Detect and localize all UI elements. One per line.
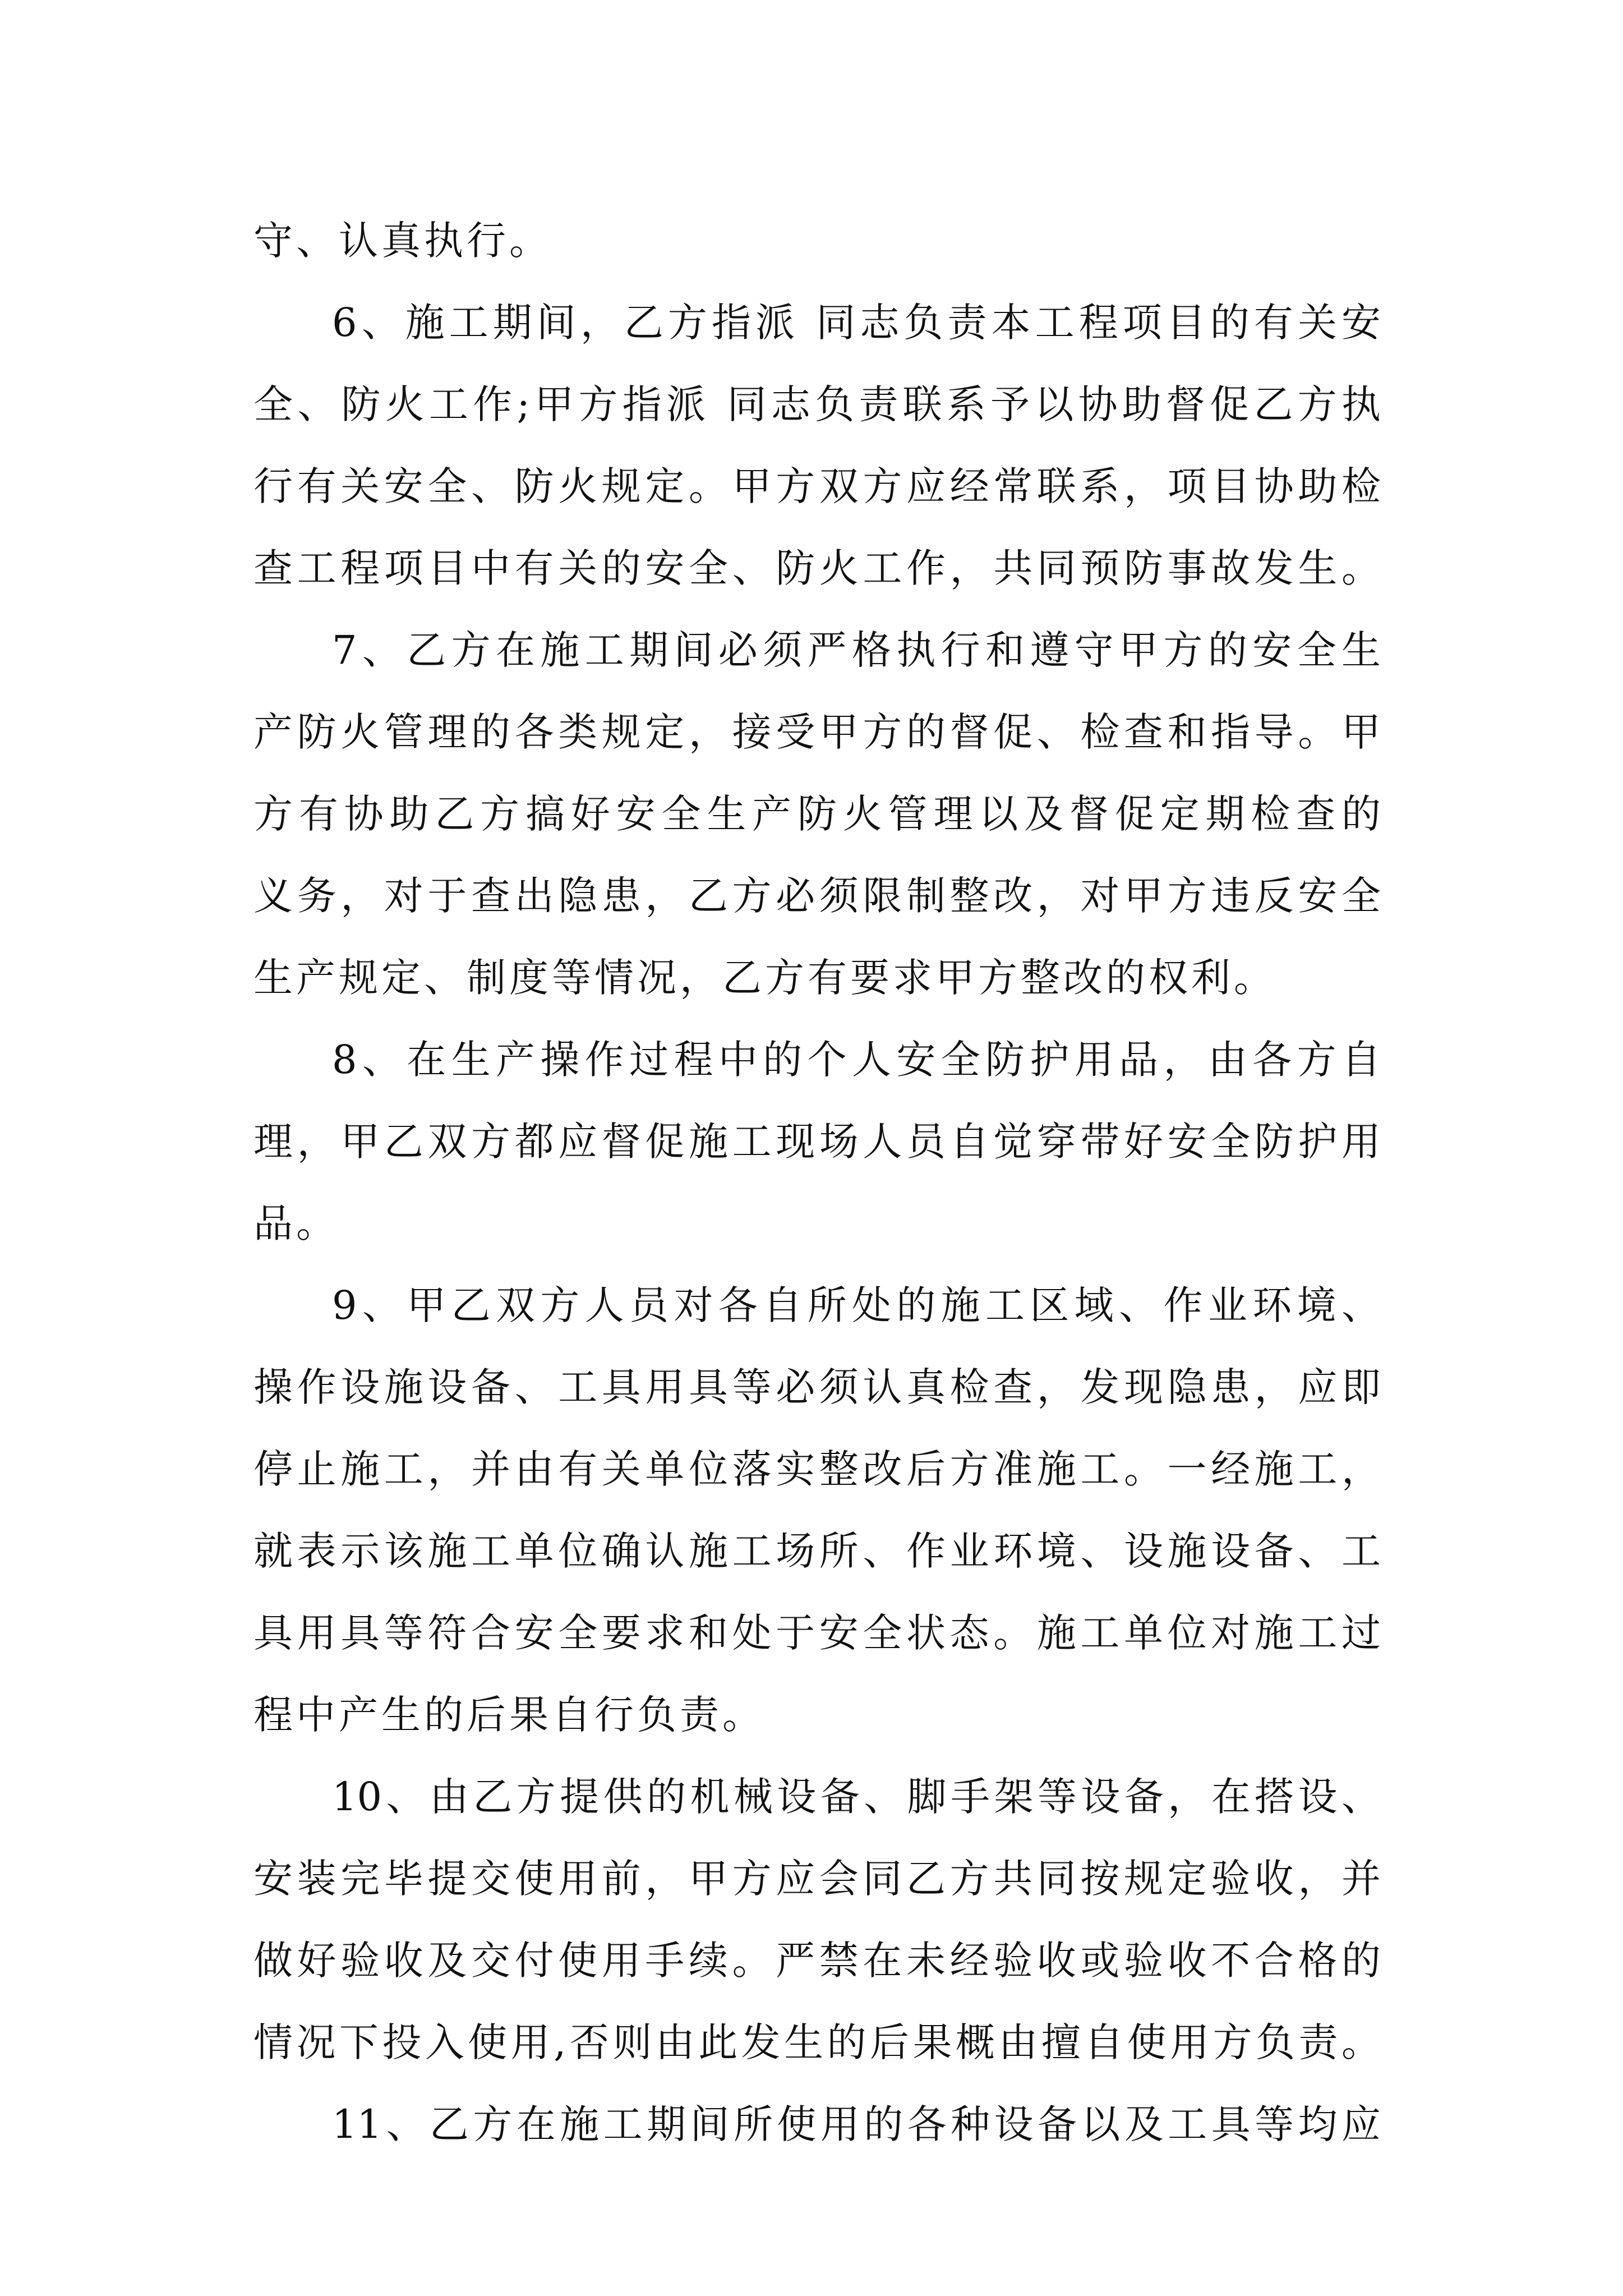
text-line: 11、乙方在施工期间所使用的各种设备以及工具等均应 — [332, 2101, 1381, 2147]
text-line: 行有关安全、防火规定。甲方双方应经常联系，项目协助检 — [253, 463, 1381, 509]
text-line: 9、甲乙双方人员对各自所处的施工区域、作业环境、 — [332, 1282, 1381, 1328]
text-line: 查工程项目中有关的安全、防火工作，共同预防事故发生。 — [253, 545, 1381, 591]
text-line: 操作设施设备、工具用具等必须认真检查，发现隐患，应即 — [253, 1364, 1381, 1410]
text-line: 方有协助乙方搞好安全生产防火管理以及督促定期检查的 — [253, 791, 1381, 837]
text-line: 产防火管理的各类规定，接受甲方的督促、检查和指导。甲 — [253, 709, 1381, 755]
document-body — [253, 200, 1381, 2165]
text-line: 情况下投入使用,否则由此发生的后果概由擅自使用方负责。 — [253, 2019, 1381, 2065]
text-line: 义务，对于查出隐患，乙方必须限制整改，对甲方违反安全 — [253, 873, 1381, 919]
text-line: 理，甲乙双方都应督促施工现场人员自觉穿带好安全防护用 — [253, 1119, 1381, 1165]
text-line: 8、在生产操作过程中的个人安全防护用品，由各方自 — [332, 1037, 1381, 1083]
text-line: 品。 — [253, 1200, 339, 1246]
text-line: 全、防火工作;甲方指派 同志负责联系予以协助督促乙方执 — [253, 381, 1381, 427]
text-line: 停止施工，并由有关单位落实整改后方准施工。一经施工， — [253, 1446, 1381, 1492]
text-line: 6、施工期间，乙方指派 同志负责本工程项目的有关安 — [332, 300, 1381, 346]
text-line: 就表示该施工单位确认施工场所、作业环境、设施设备、工 — [253, 1528, 1381, 1574]
text-line: 程中产生的后果自行负责。 — [253, 1692, 765, 1738]
text-line: 生产规定、制度等情况，乙方有要求甲方整改的权利。 — [253, 955, 1276, 1001]
text-line: 守、认真执行。 — [253, 218, 552, 264]
text-line: 7、乙方在施工期间必须严格执行和遵守甲方的安全生 — [332, 627, 1381, 673]
text-line: 做好验收及交付使用手续。严禁在未经验收或验收不合格的 — [253, 1938, 1381, 1984]
text-line: 安装完毕提交使用前，甲方应会同乙方共同按规定验收，并 — [253, 1856, 1381, 1902]
text-line: 10、由乙方提供的机械设备、脚手架等设备，在搭设、 — [332, 1774, 1381, 1820]
text-line: 具用具等符合安全要求和处于安全状态。施工单位对施工过 — [253, 1610, 1381, 1656]
